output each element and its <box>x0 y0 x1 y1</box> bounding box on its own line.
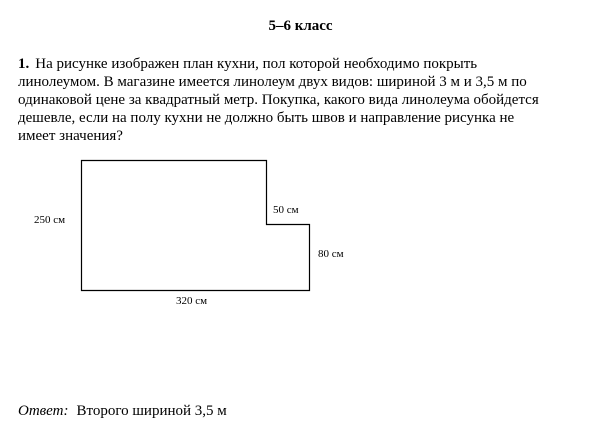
answer-text: Второго шириной 3,5 м <box>76 403 227 419</box>
problem-line-2: линолеумом. В магазине имеется линолеум двух видов: шириной 3 м и 3,5 м по <box>18 74 527 90</box>
answer-label: Ответ: <box>18 403 69 419</box>
problem-line-3: одинаковой цене за квадратный метр. Покупка, какого вида линолеума обойдется <box>18 92 539 108</box>
class-heading: 5–6 класс <box>268 18 333 34</box>
problem-number: 1. <box>18 56 30 72</box>
answer <box>18 402 227 420</box>
dimension-bottom: 320 см <box>176 295 208 307</box>
problem-line-4: дешевле, если на полу кухни не должно быть швов и направление рисунка не <box>18 110 515 126</box>
problem-line-1-text: На рисунке изображен план кухни, пол которой необходимо покрыть <box>35 56 478 72</box>
dimension-left: 250 см <box>34 214 66 226</box>
dimension-notch: 50 см <box>273 204 299 216</box>
problem-line-5: имеет значения? <box>18 128 123 144</box>
dimension-right: 80 см <box>318 248 344 260</box>
kitchen-floor-outline <box>82 161 310 291</box>
